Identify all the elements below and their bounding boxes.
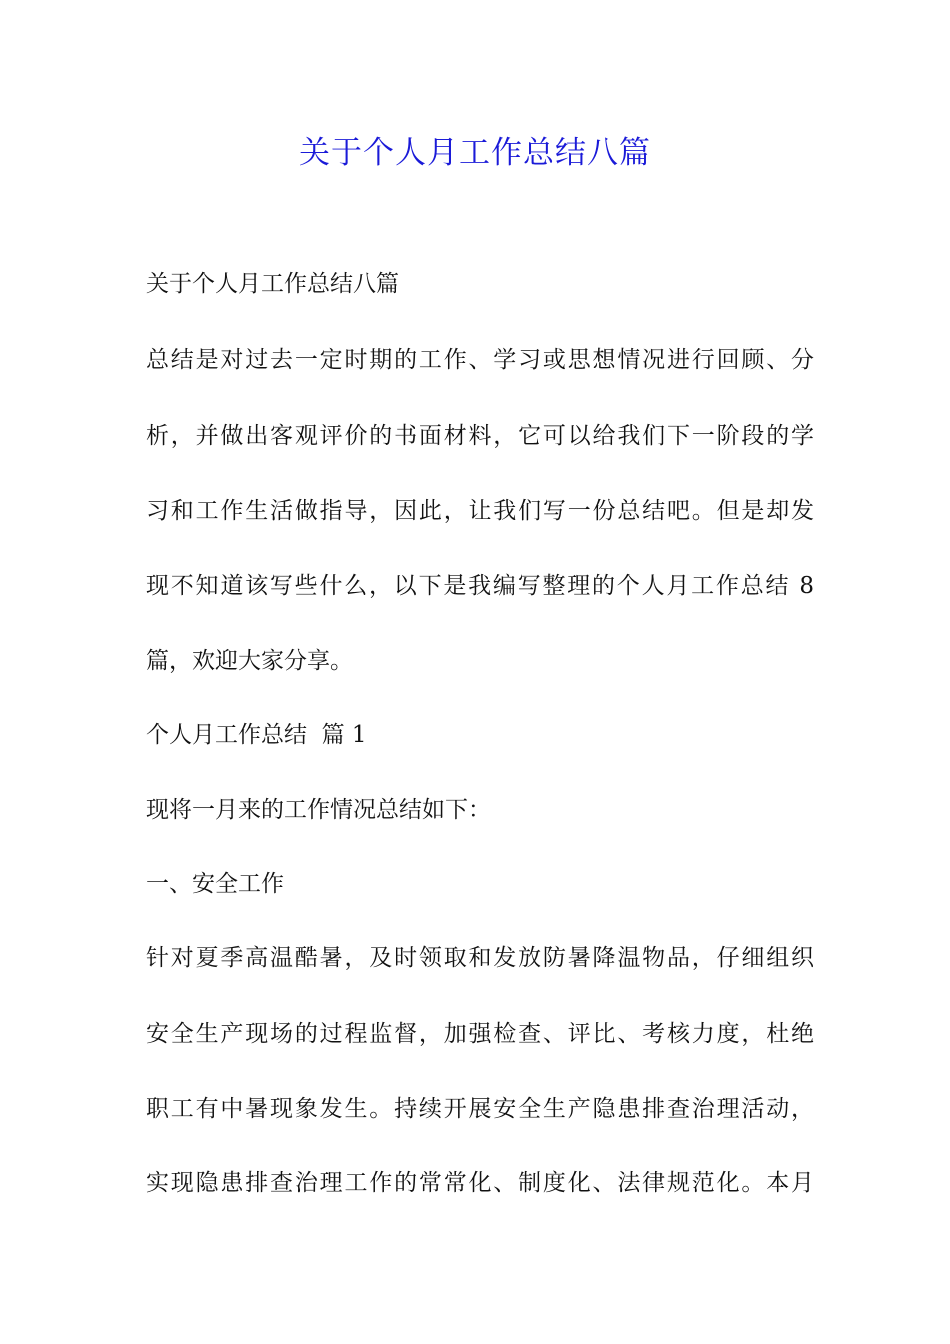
paragraph-line: 职工有中暑现象发生。持续开展安全生产隐患排查治理活动， bbox=[146, 1096, 814, 1122]
paragraph-line: 实现隐患排查治理工作的常常化、制度化、法律规范化。本月 bbox=[146, 1170, 814, 1196]
paragraph-line: 安全生产现场的过程监督，加强检查、评比、考核力度，杜绝 bbox=[146, 1021, 814, 1047]
paragraph-line: 现不知道该写些什么，以下是我编写整理的个人月工作总结 8 bbox=[146, 573, 814, 599]
section-heading: 个人月工作总结 篇 1 bbox=[146, 722, 367, 748]
paragraph-line: 习和工作生活做指导，因此，让我们写一份总结吧。但是却发 bbox=[146, 498, 814, 524]
paragraph-line: 析，并做出客观评价的书面材料，它可以给我们下一阶段的学 bbox=[146, 423, 814, 449]
document-title: 关于个人月工作总结八篇 bbox=[299, 135, 651, 171]
paragraph-line: 针对夏季高温酷暑，及时领取和发放防暑降温物品，仔细组织 bbox=[146, 945, 814, 971]
section-heading: 一、安全工作 bbox=[146, 871, 284, 897]
paragraph-line: 现将一月来的工作情况总结如下： bbox=[146, 797, 491, 823]
paragraph-line: 总结是对过去一定时期的工作、学习或思想情况进行回顾、分 bbox=[146, 347, 814, 373]
subtitle-line: 关于个人月工作总结八篇 bbox=[146, 271, 399, 297]
paragraph-line: 篇，欢迎大家分享。 bbox=[146, 648, 353, 674]
